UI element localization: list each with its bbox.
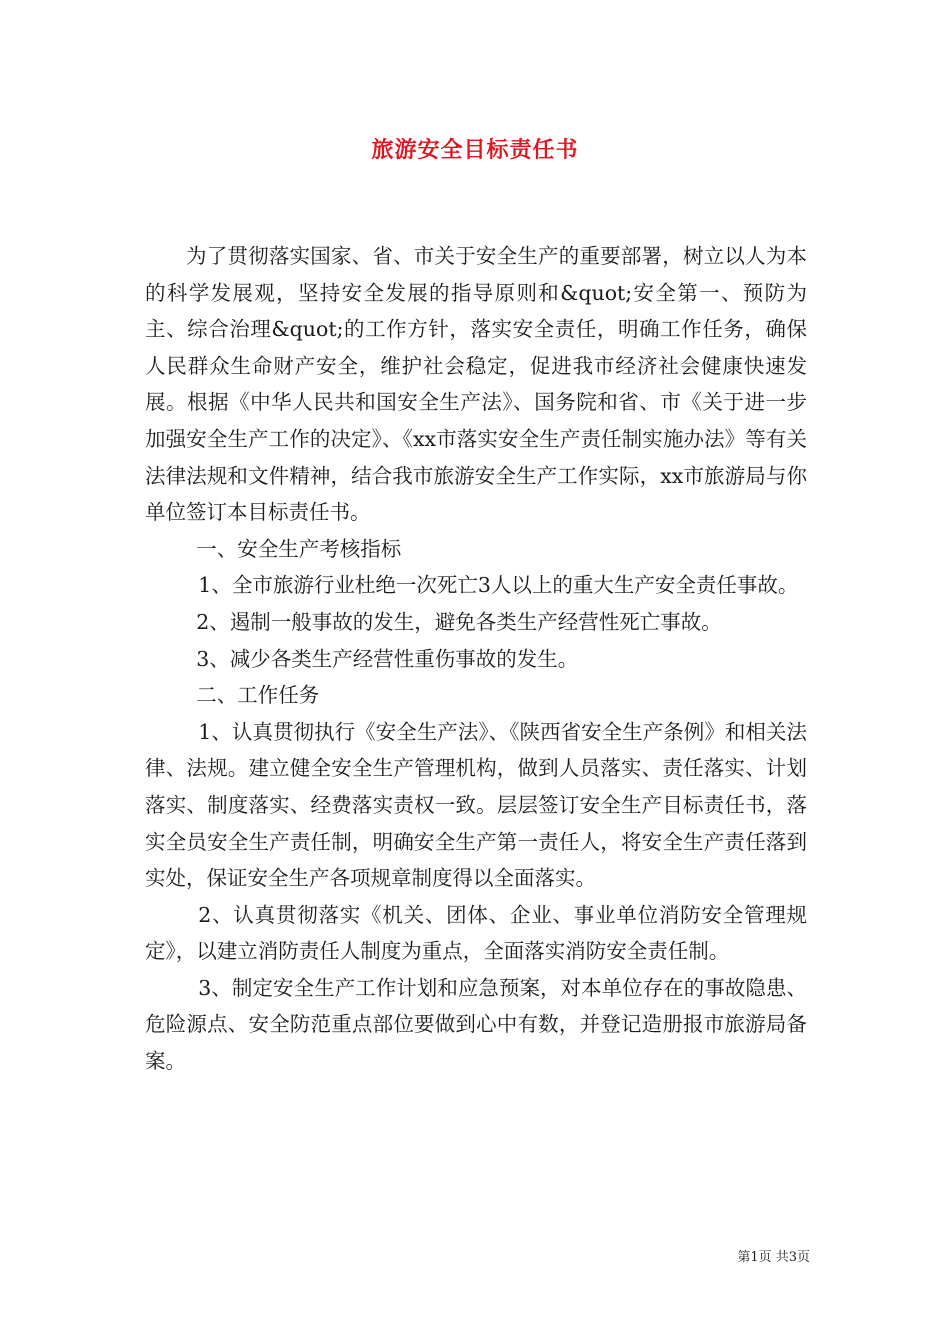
- paragraph-item: 1、全市旅游行业杜绝一次死亡3人以上的重大生产安全责任事故。: [198, 573, 799, 598]
- paragraph-item: 3、减少各类生产经营性重伤事故的发生。: [196, 646, 579, 671]
- section-heading-1: 一、安全生产考核指标: [196, 536, 402, 561]
- paragraph-item: 3、制定安全生产工作计划和应急预案，对本单位存在的事故隐患、危险源点、安全防范重点部位要做到心中有数，并登记造册报市旅游局备案。: [145, 975, 807, 1074]
- paragraph-item: 2、认真贯彻落实《机关、团体、企业、事业单位消防安全管理规定》，以建立消防责任人制度为重点，全面落实消防安全责任制。: [145, 902, 807, 964]
- paragraph-item: 2、遏制一般事故的发生，避免各类生产经营性死亡事故。: [196, 609, 722, 634]
- document-title: 旅游安全目标责任书: [371, 137, 579, 163]
- paragraph-item: 1、认真贯彻执行《安全生产法》、《陕西省安全生产条例》和相关法律、法规。建立健全安全生产管理机构，做到人员落实、责任落实、计划落实、制度落实、经费落实责权一致。层层签订安全生产目标责任书，落实全员安全生产责任制，明确安全生产第一责任人，将安全生产责任落到实处，保证安全生产各项规章制度得以全面落实。: [145, 719, 807, 891]
- intro-paragraph: 为了贯彻落实国家、省、市关于安全生产的重要部署，树立以人为本的科学发展观，坚持安全发展的指导原则和&quot;安全第一、预防为主、综合治理&quot;的工作方针，落实安全责任，明确工作任务，确保人民群众生命财产安全，维护社会稳定，促进我市经济社会健康快速发展。根据《中华人民共和国安全生产法》、国务院和省、市《关于进一步加强安全生产工作的决定》、《xx市落实安全生产责任制实施办法》等有关法律法规和文件精神，结合我市旅游安全生产工作实际，xx市旅游局与你单位签订本目标责任书。: [145, 244, 807, 525]
- page-number: 第1页 共3页: [737, 1250, 810, 1265]
- section-heading-2: 二、工作任务: [196, 683, 320, 708]
- document-body: [145, 238, 807, 1080]
